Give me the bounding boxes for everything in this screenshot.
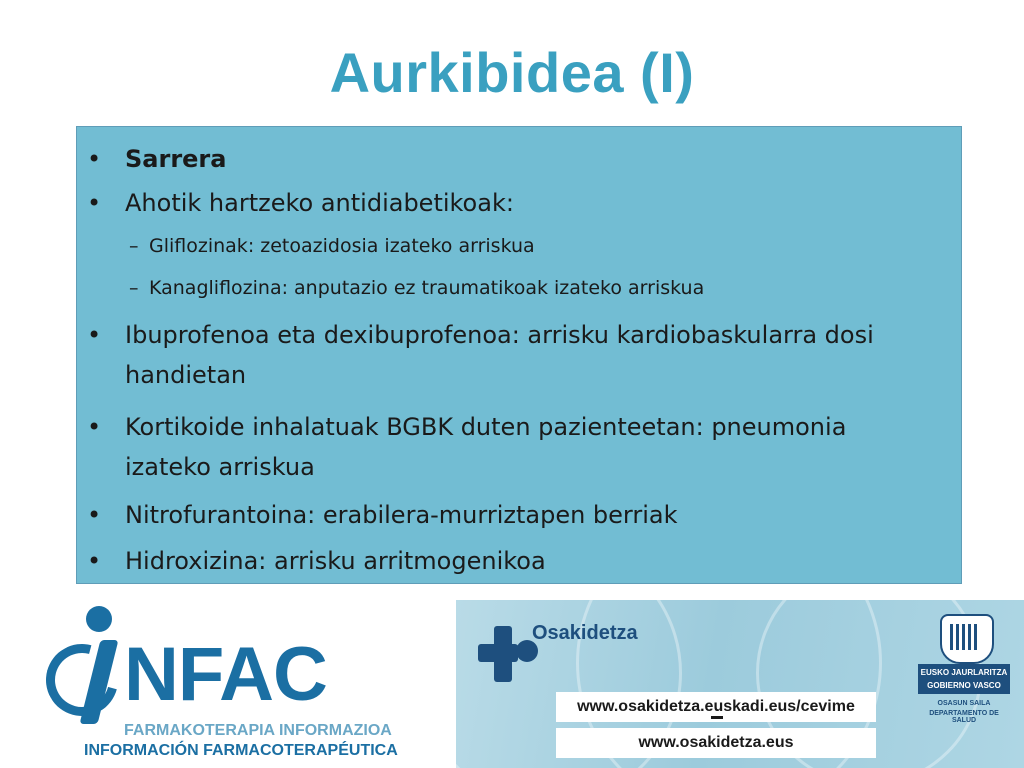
bullet-icon: • (87, 145, 102, 173)
bullet-icon: • (87, 189, 102, 217)
url-separator (711, 716, 723, 719)
osakidetza-cross-icon (476, 624, 536, 684)
basque-government-label (918, 664, 1010, 694)
basque-government-crest-icon (940, 614, 994, 664)
bullet-icon: • (87, 413, 102, 441)
url-cevime-link[interactable]: www.osakidetza.euskadi.eus/cevime (556, 692, 876, 722)
list-item-text: Ahotik hartzeko antidiabetikoak: (125, 189, 514, 217)
osakidetza-banner (456, 600, 1024, 768)
osakidetza-name: Osakidetza (532, 622, 638, 644)
bullet-icon: • (87, 501, 102, 529)
gov-department-eu: OSASUN SAILA (937, 700, 991, 707)
gov-line-es: GOBIERNO VASCO (927, 681, 1001, 690)
gov-department-es: DEPARTAMENTO DE SALUD (929, 710, 999, 724)
infac-i-dot-icon (86, 606, 112, 632)
gov-line-eu: EUSKO JAURLARITZA (920, 668, 1008, 677)
dash-icon: – (129, 235, 139, 257)
list-item-text: Sarrera (125, 145, 227, 173)
list-item-text: Hidroxizina: arrisku arritmogenikoa (125, 547, 546, 575)
footer (0, 600, 1024, 768)
bullet-icon: • (87, 547, 102, 575)
slide-title: Aurkibidea (I) (329, 41, 695, 104)
sub-list-item-text: Kanagliflozina: anputazio ez traumatikoak izateko arriskua (149, 277, 705, 299)
dash-icon: – (129, 277, 139, 299)
url-osakidetza-link[interactable]: www.osakidetza.eus (556, 728, 876, 758)
infac-wordmark: NFAC (124, 632, 327, 717)
list-item-text: Kortikoide inhalatuak BGBK duten pazienteetan: pneumonia izateko arriskua (125, 413, 847, 481)
infac-subtitle-eu: FARMAKOTERAPIA INFORMAZIOA (124, 722, 392, 739)
infac-logo (40, 606, 400, 766)
infac-subtitle-es: INFORMACIÓN FARMACOTERAPÉUTICA (84, 742, 398, 759)
content-box (76, 126, 962, 584)
list-item-text: Nitrofurantoina: erabilera-murriztapen berriak (125, 501, 678, 529)
bullet-icon: • (87, 321, 102, 349)
sub-list-item-text: Gliflozinak: zetoazidosia izateko arriskua (149, 235, 535, 257)
list-item-text: Ibuprofenoa eta dexibuprofenoa: arrisku kardiobaskularra dosi handietan (125, 321, 874, 389)
